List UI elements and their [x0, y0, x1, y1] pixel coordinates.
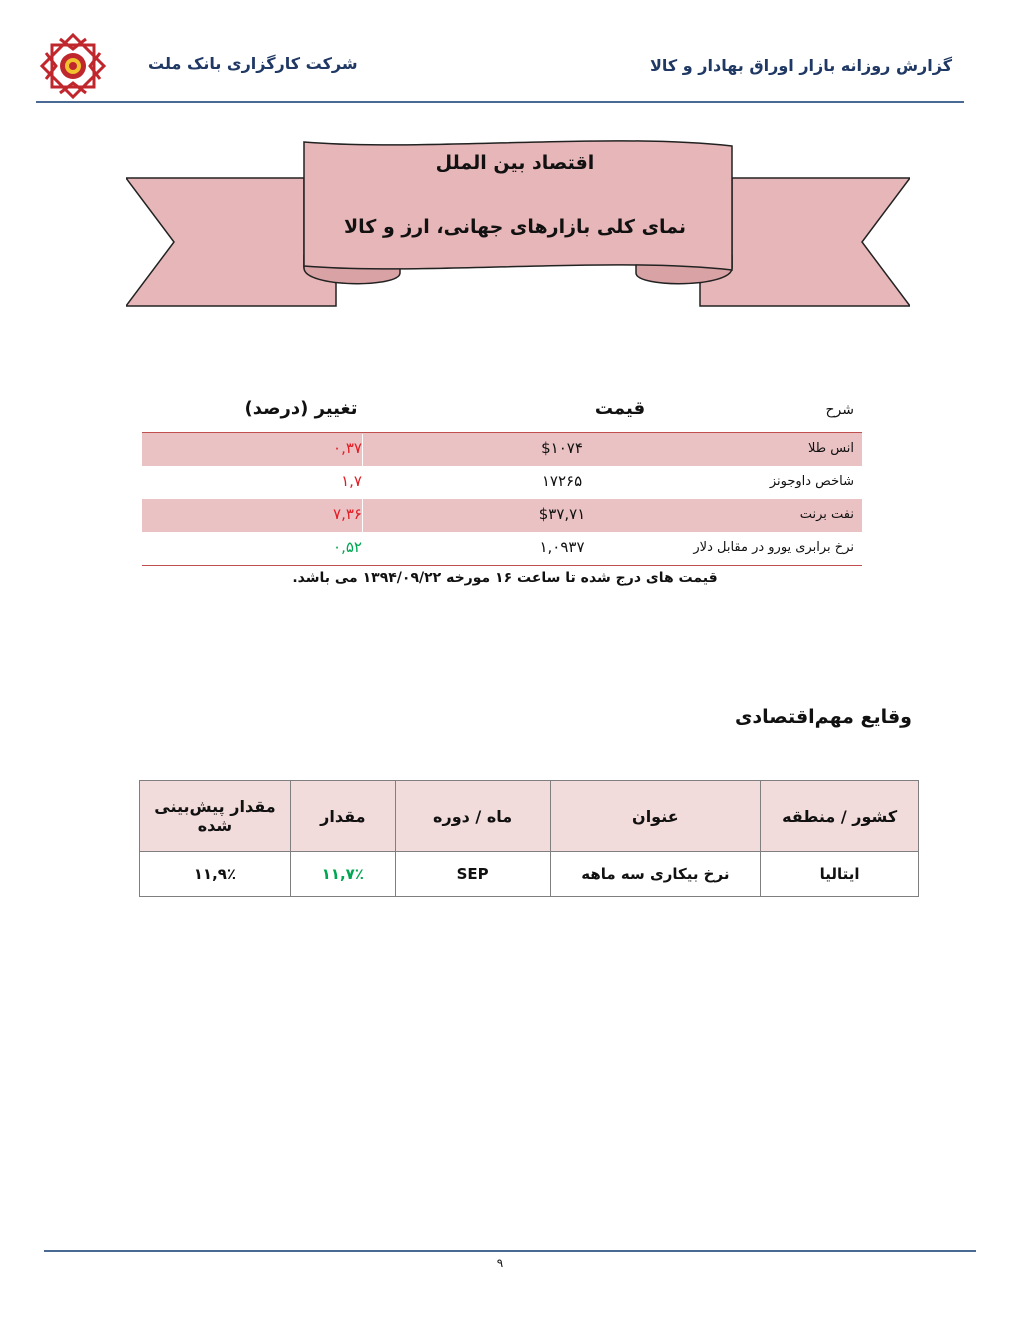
row-price: ۱,۰۹۳۷ [539, 538, 585, 556]
row-description: نرخ برابری یورو در مقابل دلار [693, 540, 854, 555]
price-time-note: قیمت های درج شده تا ساعت ۱۶ مورخه ۱۳۹۴/۰۹/۲۲ می باشد. [292, 570, 718, 586]
row-change: ۰,۳۷ [333, 439, 362, 457]
column-header-change: تغییر (درصد) [244, 398, 358, 419]
column-divider [362, 434, 363, 564]
banner-subtitle: نمای کلی بازارهای جهانی، ارز و کالا [344, 216, 686, 238]
cell-actual: ۱۱,۷٪ [290, 852, 395, 897]
banner-title: اقتصاد بین الملل [435, 152, 595, 174]
column-header-description: شرح [825, 402, 854, 418]
row-change: ۱,۷ [341, 472, 362, 490]
column-header-period: ماه / دوره [395, 781, 550, 852]
row-price: $۳۷,۷۱ [538, 505, 586, 523]
column-header-subject: عنوان [550, 781, 761, 852]
page-number: ۹ [496, 1256, 504, 1270]
row-change: ۷,۳۶ [333, 505, 362, 523]
row-price: ۱۷۲۶۵ [541, 472, 583, 490]
column-header-country: کشور / منطقه [761, 781, 919, 852]
company-name: شرکت کارگزاری بانک ملت [148, 54, 358, 73]
column-header-forecast: مقدار پیش‌بینی شده [140, 781, 291, 852]
row-description: نفت برنت [799, 507, 854, 522]
row-price: $۱۰۷۴ [541, 439, 583, 457]
row-description: انس طلا [807, 441, 854, 456]
table-row [142, 433, 862, 466]
cell-country: ایتالیا [761, 852, 919, 897]
table-row [140, 852, 919, 897]
header-rule [36, 101, 964, 103]
footer-rule [44, 1250, 976, 1252]
cell-subject: نرخ بیکاری سه ماهه [550, 852, 761, 897]
events-section-title: وقایع مهم‌اقتصادی [734, 706, 912, 728]
cell-period: SEP [395, 852, 550, 897]
table-row [142, 499, 862, 532]
row-change: ۰,۵۲ [333, 538, 362, 556]
table-row [142, 532, 862, 565]
economic-events-table [139, 780, 919, 897]
bank-mellat-logo-icon [40, 33, 106, 99]
report-title: گزارش روزانه بازار اوراق بهادار و کالا [649, 56, 952, 75]
column-header-actual: مقدار [290, 781, 395, 852]
cell-forecast: ۱۱,۹٪ [140, 852, 291, 897]
column-header-price: قیمت [594, 398, 646, 419]
row-description: شاخص داوجونز [769, 474, 854, 489]
table-row [142, 466, 862, 499]
table-bottom-border [142, 565, 862, 566]
